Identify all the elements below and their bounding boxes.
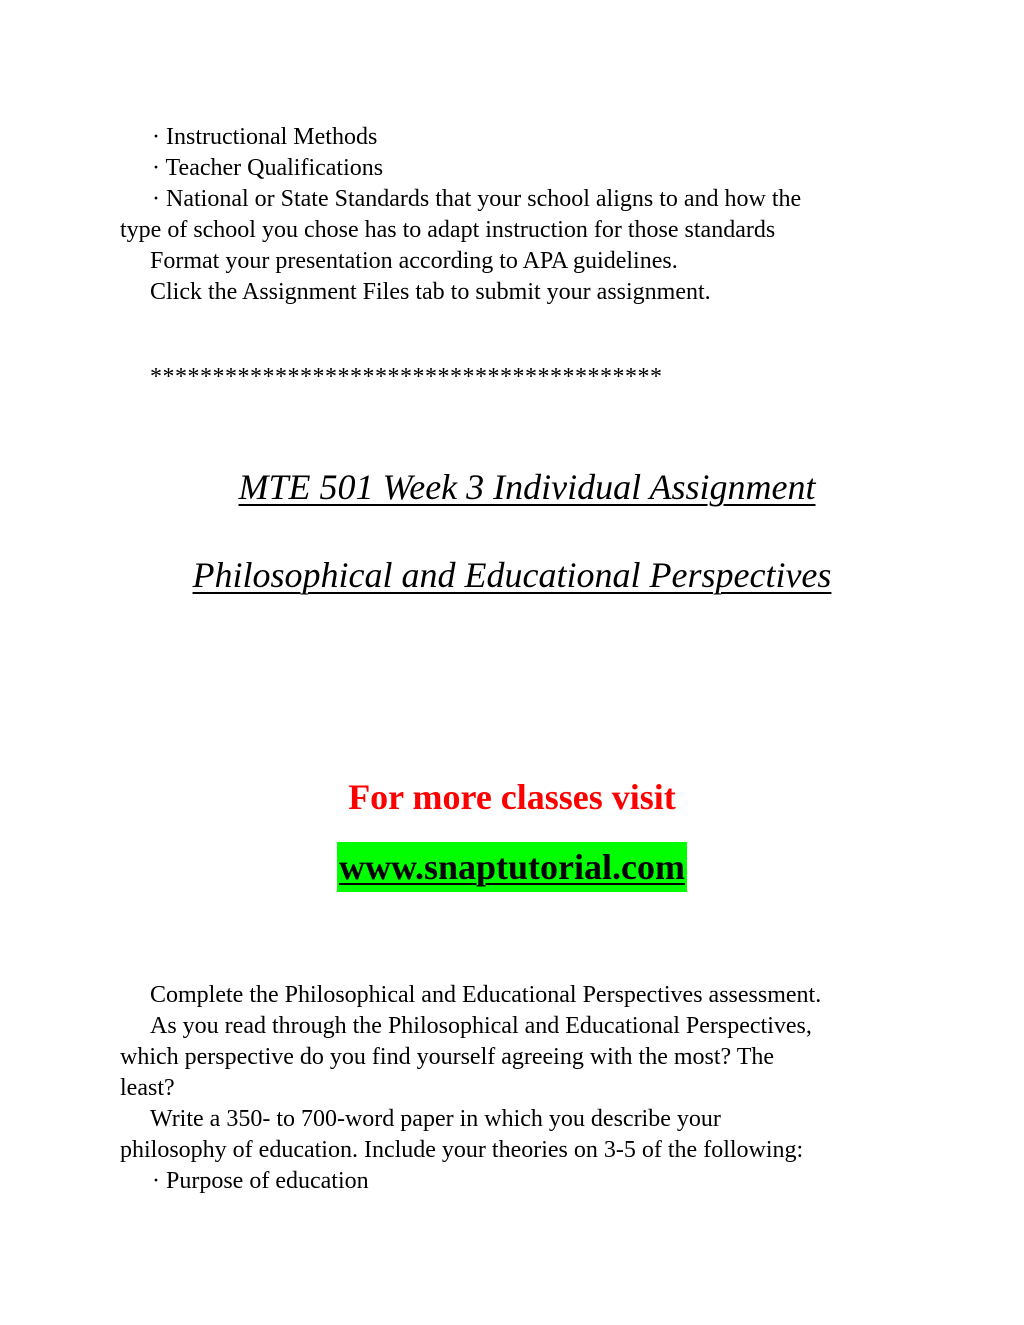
list-item-instructional-methods: · Instructional Methods	[152, 124, 378, 150]
body-paragraph-2-line-3: least?	[120, 1075, 175, 1101]
promo-link-container	[0, 842, 1024, 892]
submit-note: Click the Assignment Files tab to submit your assignment.	[150, 279, 711, 305]
list-item-purpose-of-education: · Purpose of education	[152, 1168, 369, 1194]
body-paragraph-2-line-2: which perspective do you find yourself agreeing with the most? The	[120, 1044, 775, 1070]
separator-stars: *****************************************	[150, 364, 663, 390]
list-item-standards: · National or State Standards that your school aligns to and how the	[152, 186, 802, 212]
body-paragraph-3-line-2: philosophy of education. Include your theories on 3-5 of the following:	[120, 1137, 804, 1163]
body-paragraph-1: Complete the Philosophical and Educational Perspectives assessment.	[150, 982, 822, 1008]
snaptutorial-link[interactable]: www.snaptutorial.com	[337, 842, 687, 892]
list-item-teacher-qualifications: · Teacher Qualifications	[152, 155, 384, 181]
format-note: Format your presentation according to APA guidelines.	[150, 248, 678, 274]
body-paragraph-3-line-1: Write a 350- to 700-word paper in which you describe your	[150, 1106, 721, 1132]
list-item-standards-continuation: type of school you chose has to adapt instruction for those standards	[120, 217, 776, 243]
body-paragraph-2-line-1: As you read through the Philosophical and Educational Perspectives,	[150, 1013, 812, 1039]
assignment-title: MTE 501 Week 3 Individual Assignment	[238, 467, 816, 507]
assignment-subtitle: Philosophical and Educational Perspectives	[192, 555, 832, 595]
promo-text: For more classes visit	[348, 777, 676, 817]
